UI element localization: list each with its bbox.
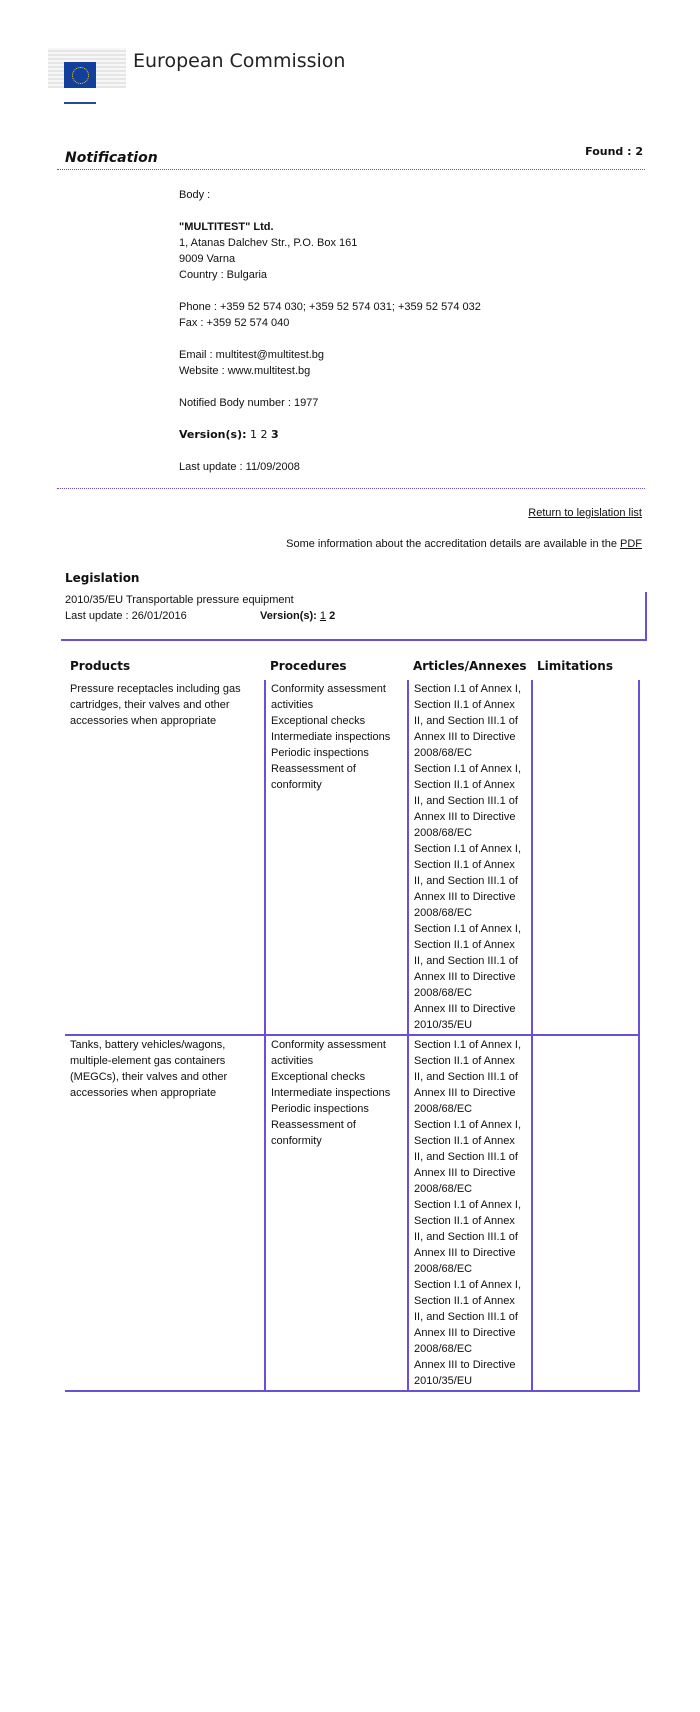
procedure-item: Reassessment of conformity [271,763,356,791]
article-item: Section I.1 of Annex I, Section II.1 of Annex II, and Section III.1 of Annex III to Directive 2008/68/EC [414,1119,522,1195]
table-row [65,1035,639,1391]
last-update: Last update : 11/09/2008 [179,461,300,473]
website: Website : www.multitest.bg [179,365,311,377]
version-link[interactable]: 1 [319,610,327,622]
col-products: Products [70,659,131,673]
col-limitations: Limitations [537,659,613,673]
legislation-name: 2010/35/EU Transportable pressure equipment [65,594,294,606]
notification-heading: Notification [65,150,158,166]
versions-label: Version(s): [260,610,317,622]
limitations-cell [532,680,639,1035]
logo-bar [64,102,96,104]
country: Country : Bulgaria [179,269,268,281]
product-cell: Tanks, battery vehicles/wagons, multiple-element gas containers (MEGCs), their valves and other accessories when appropriate [65,1035,265,1391]
procedure-item: Exceptional checks [271,1071,366,1083]
article-item: Section I.1 of Annex I, Section II.1 of Annex II, and Section III.1 of Annex III to Directive 2008/68/EC [414,1039,522,1115]
eu-flag-icon [64,62,96,88]
article-item: Section I.1 of Annex I, Section II.1 of Annex II, and Section III.1 of Annex III to Directive 2008/68/EC [414,763,522,839]
pdf-link[interactable]: PDF [620,538,642,550]
legislation-versions [260,608,335,624]
article-item: Section I.1 of Annex I, Section II.1 of Annex II, and Section III.1 of Annex III to Directive 2008/68/EC [414,843,522,919]
body-label: Body : [179,189,211,201]
legislation-last-update: Last update : 26/01/2016 [65,610,187,622]
version-current: 2 [329,610,336,622]
legislation-heading: Legislation [65,571,140,585]
divider [57,169,645,170]
procedure-item: Periodic inspections [271,747,369,759]
procedure-item: Conformity assessment activities [271,1039,386,1067]
article-item: Section I.1 of Annex I, Section II.1 of Annex II, and Section III.1 of Annex III to Directive 2008/68/EC [414,1199,522,1275]
articles-cell [408,680,532,1035]
procedure-item: Reassessment of conformity [271,1119,356,1147]
product-cell: Pressure receptacles including gas cartridges, their valves and other accessories when appropriate [65,680,265,1035]
procedure-item: Exceptional checks [271,715,366,727]
versions [179,427,481,443]
version-link[interactable]: 1 [250,428,258,441]
phone: Phone : +359 52 574 030; +359 52 574 031; +359 52 574 032 [179,301,481,313]
article-item: Section I.1 of Annex I, Section II.1 of Annex II, and Section III.1 of Annex III to Directive 2008/68/EC [414,1279,522,1355]
procedures-cell [265,1035,408,1391]
address-line: 1, Atanas Dalchev Str., P.O. Box 161 [179,237,358,249]
procedure-item: Conformity assessment activities [271,683,386,711]
versions-label: Version(s): [179,428,247,441]
procedure-item: Intermediate inspections [271,731,391,743]
body-details [179,187,481,475]
table-row [65,680,639,1035]
procedure-item: Periodic inspections [271,1103,369,1115]
col-articles: Articles/Annexes [413,659,527,673]
articles-cell [408,1035,532,1391]
limitations-cell [532,1035,639,1391]
procedure-item: Intermediate inspections [271,1087,391,1099]
found-count: Found : 2 [585,145,643,158]
version-link[interactable]: 2 [260,428,268,441]
ec-logo[interactable] [48,48,128,102]
info-text: Some information about the accreditation details are available in the [286,538,620,550]
version-current: 3 [271,428,279,441]
fax: Fax : +359 52 574 040 [179,317,290,329]
legislation-box [61,592,647,641]
nb-number: Notified Body number : 1977 [179,397,319,409]
procedures-cell [265,680,408,1035]
products-table [65,658,640,1392]
article-item: Annex III to Directive 2010/35/EU [414,1003,516,1031]
divider [57,488,645,489]
col-procedures: Procedures [270,659,347,673]
article-item: Annex III to Directive 2010/35/EU [414,1359,516,1387]
article-item: Section I.1 of Annex I, Section II.1 of Annex II, and Section III.1 of Annex III to Directive 2008/68/EC [414,923,522,999]
article-item: Section I.1 of Annex I, Section II.1 of Annex II, and Section III.1 of Annex III to Directive 2008/68/EC [414,683,522,759]
body-name: "MULTITEST" Ltd. [179,221,274,233]
return-to-legislation-link[interactable]: Return to legislation list [528,507,642,519]
accreditation-info [286,538,642,550]
site-title: European Commission [133,50,346,72]
email: Email : multitest@multitest.bg [179,349,325,361]
address-line: 9009 Varna [179,253,236,265]
